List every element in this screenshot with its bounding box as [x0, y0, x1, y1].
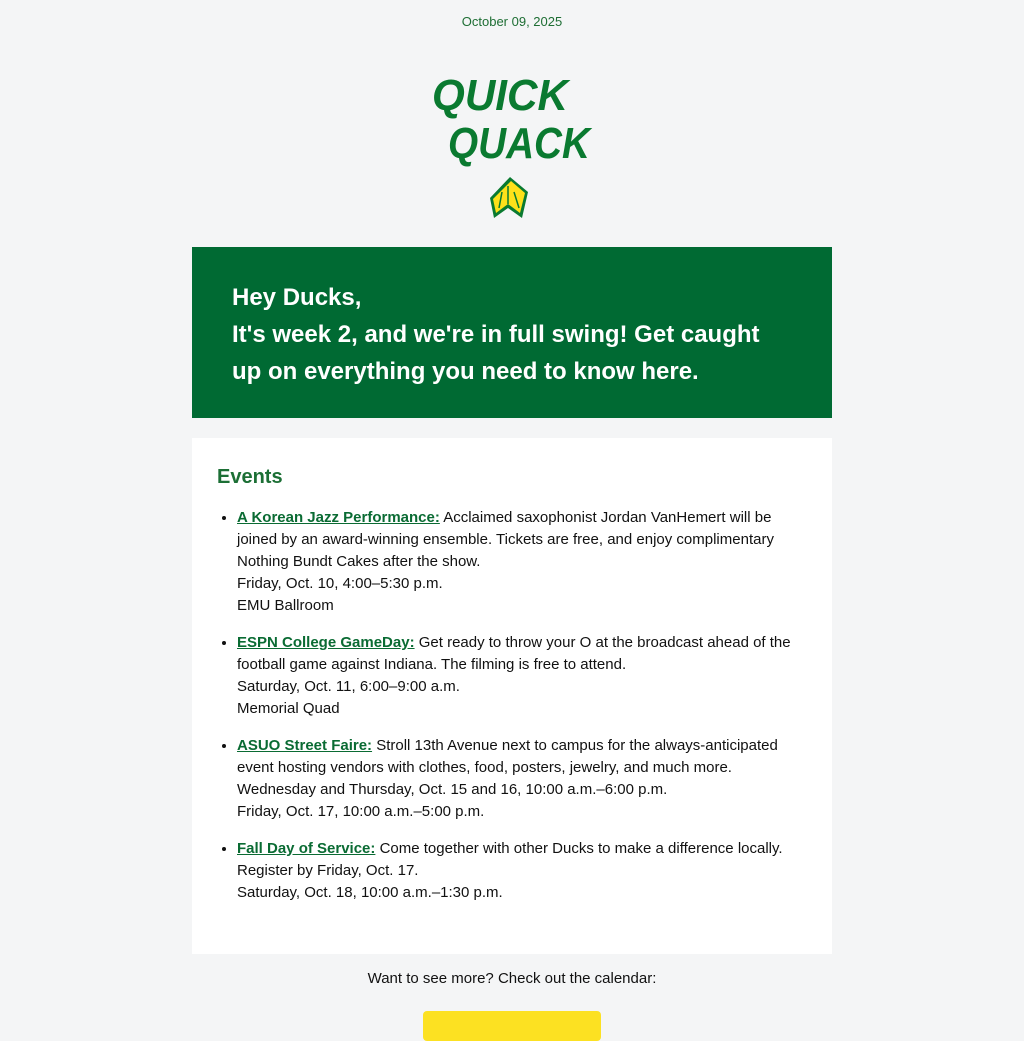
events-list	[217, 507, 807, 904]
intro-banner	[192, 247, 832, 418]
events-heading: Events	[217, 466, 283, 488]
intro-message: It's week 2, and we're in full swing! Get caught up on everything you need to know here.	[232, 321, 760, 385]
event-item	[237, 507, 807, 617]
event-time: Wednesday and Thursday, Oct. 15 and 16, 10:00 a.m.–6:00 p.m.	[237, 781, 668, 798]
event-time: Saturday, Oct. 11, 6:00–9:00 a.m.	[237, 678, 460, 695]
event-item	[237, 632, 807, 720]
event-registration: Register by Friday, Oct. 17.	[237, 862, 419, 879]
duck-foot-icon	[490, 177, 528, 218]
event-description: Get ready to throw your O at the broadcast ahead of the football game against Indiana. The filming is free to attend.	[237, 634, 791, 673]
events-card	[192, 438, 832, 954]
event-link-asuo-street-faire[interactable]: ASUO Street Faire:	[237, 737, 373, 754]
event-description: Come together with other Ducks to make a difference locally.	[379, 840, 783, 857]
event-description: Stroll 13th Avenue next to campus for the always-anticipated event hosting vendors with clothes, food, posters, jewelry, and much more.	[237, 737, 778, 776]
quick-quack-logo	[422, 68, 602, 220]
logo-line-quack: QUACK	[448, 119, 593, 168]
newsletter-date: October 09, 2025	[461, 14, 563, 29]
event-link-fall-day-of-service[interactable]: Fall Day of Service:	[237, 840, 376, 857]
event-item	[237, 838, 807, 904]
greeting-text: Hey Ducks,	[232, 284, 362, 311]
event-link-espn-gameday[interactable]: ESPN College GameDay:	[237, 634, 415, 651]
event-description: Acclaimed saxophonist Jordan VanHemert will be joined by an award-winning ensemble. Tickets are free, and enjoy complimentary Nothing Bundt Cakes after the show.	[237, 509, 774, 570]
event-time: Friday, Oct. 17, 10:00 a.m.–5:00 p.m.	[237, 803, 485, 820]
event-location: EMU Ballroom	[237, 597, 334, 614]
event-item	[237, 735, 807, 823]
event-location: Memorial Quad	[237, 700, 340, 717]
event-time: Friday, Oct. 10, 4:00–5:30 p.m.	[237, 575, 443, 592]
event-time: Saturday, Oct. 18, 10:00 a.m.–1:30 p.m.	[237, 884, 503, 901]
calendar-button[interactable]	[423, 1011, 601, 1041]
calendar-prompt: Want to see more? Check out the calendar:	[367, 970, 657, 987]
logo-line-quick: QUICK	[432, 71, 572, 120]
event-link-korean-jazz[interactable]: A Korean Jazz Performance:	[237, 509, 440, 526]
